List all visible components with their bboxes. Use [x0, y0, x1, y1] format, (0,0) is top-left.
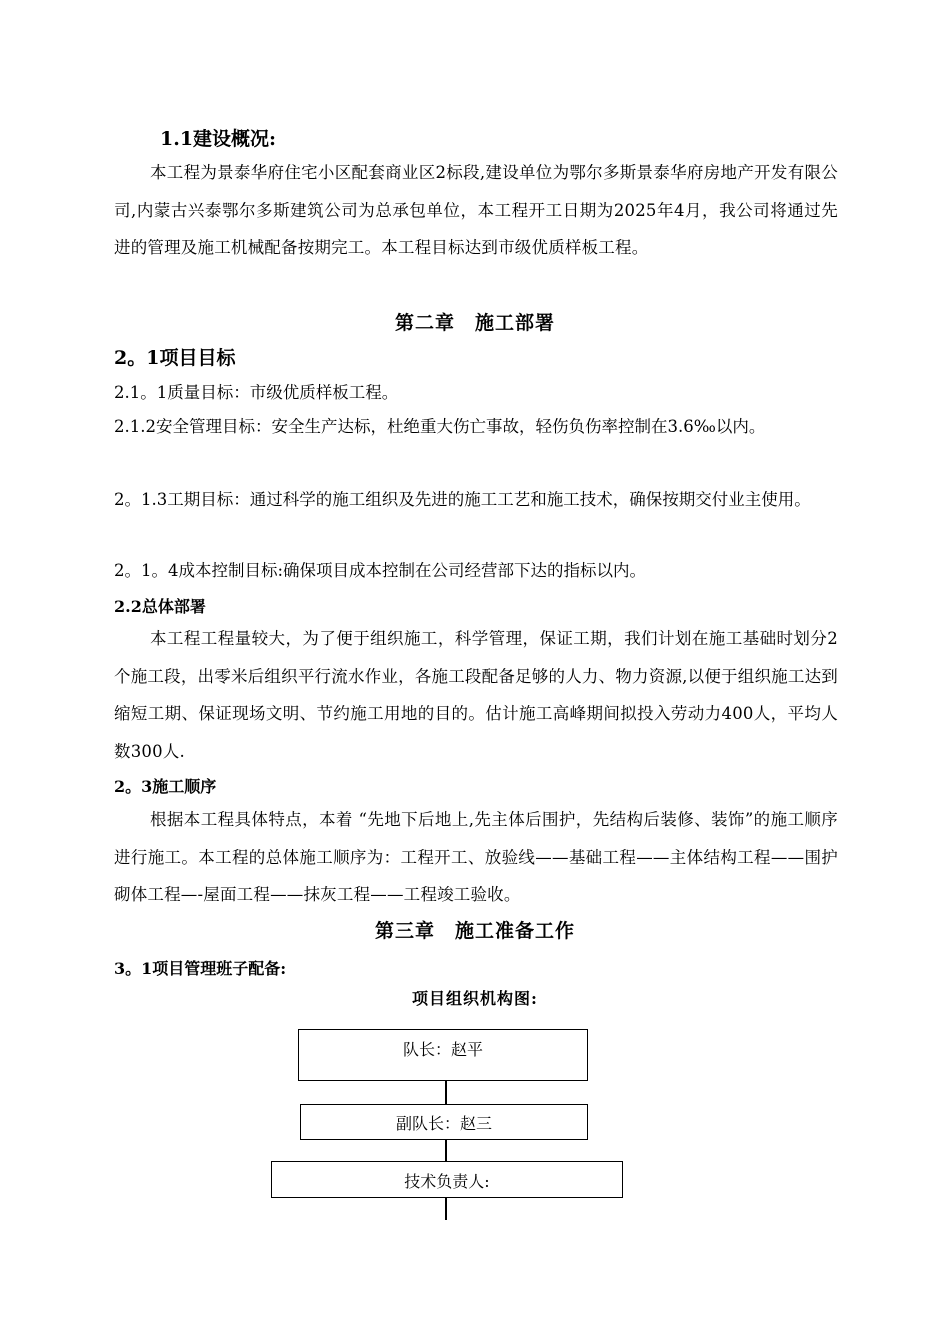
section-heading-2-1: 2。1项目目标: [114, 347, 236, 369]
section-heading-3-1: 3。1项目管理班子配备:: [114, 959, 287, 978]
section-2-2-body: 本工程工程量较大，为了便于组织施工，科学管理，保证工期，我们计划在施工基础时划分2个施工段，出零米后组织平行流水作业，各施工段配备足够的人力、物力资源,以便于组织施工达到缩短工期、保证现场文明、节约施工用地的目的。估计施工高峰期间拟投入劳动力400人，平均人数300人.: [114, 629, 838, 761]
chapter-2-title: 第二章 施工部署: [394, 312, 555, 334]
org-connector-1: [445, 1081, 447, 1104]
section-heading-1-1: 1.1建设概况:: [160, 128, 277, 150]
chapter-3-title: 第三章 施工准备工作: [374, 920, 575, 942]
goal-item-schedule: 2。1.3工期目标：通过科学的施工组织及先进的施工工艺和施工技术，确保按期交付业主使用。: [114, 490, 811, 509]
org-connector-2: [445, 1140, 447, 1161]
org-node-tech-lead: [271, 1161, 623, 1198]
goal-item-quality: 2.1。1质量目标：市级优质样板工程。: [114, 383, 399, 402]
org-node-leader: [298, 1029, 588, 1081]
section-2-3-body: 根据本工程具体特点，本着 “先地下后地上,先主体后围护，先结构后装修、装饰”的施工顺序进行施工。本工程的总体施工顺序为：工程开工、放验线——基础工程——主体结构工程——围护砌体工程—-屋面工程——抹灰工程——工程竣工验收。: [114, 810, 838, 904]
goal-item-cost: 2。1。4成本控制目标:确保项目成本控制在公司经营部下达的指标以内。: [114, 561, 647, 580]
org-node-tech-lead-label: 技术负责人:: [404, 1172, 490, 1191]
section-1-1-body: 本工程为景泰华府住宅小区配套商业区2标段,建设单位为鄂尔多斯景泰华府房地产开发有限公司,内蒙古兴泰鄂尔多斯建筑公司为总承包单位，本工程开工日期为2025年4月，我公司将通过先进的管理及施工机械配备按期完工。本工程目标达到市级优质样板工程。: [114, 163, 838, 257]
org-node-deputy: [300, 1104, 588, 1140]
section-heading-2-3: 2。3施工顺序: [114, 777, 217, 796]
org-connector-3: [445, 1198, 447, 1220]
section-heading-2-2: 2.2总体部署: [114, 597, 206, 616]
org-node-deputy-label: 副队长：赵三: [395, 1114, 492, 1133]
goal-item-safety: 2.1.2安全管理目标：安全生产达标，杜绝重大伤亡事故，轻伤负伤率控制在3.6‰以内。: [114, 417, 766, 436]
org-chart-title: 项目组织机构图:: [412, 989, 538, 1008]
org-node-leader-label: 队长：赵平: [402, 1040, 483, 1059]
